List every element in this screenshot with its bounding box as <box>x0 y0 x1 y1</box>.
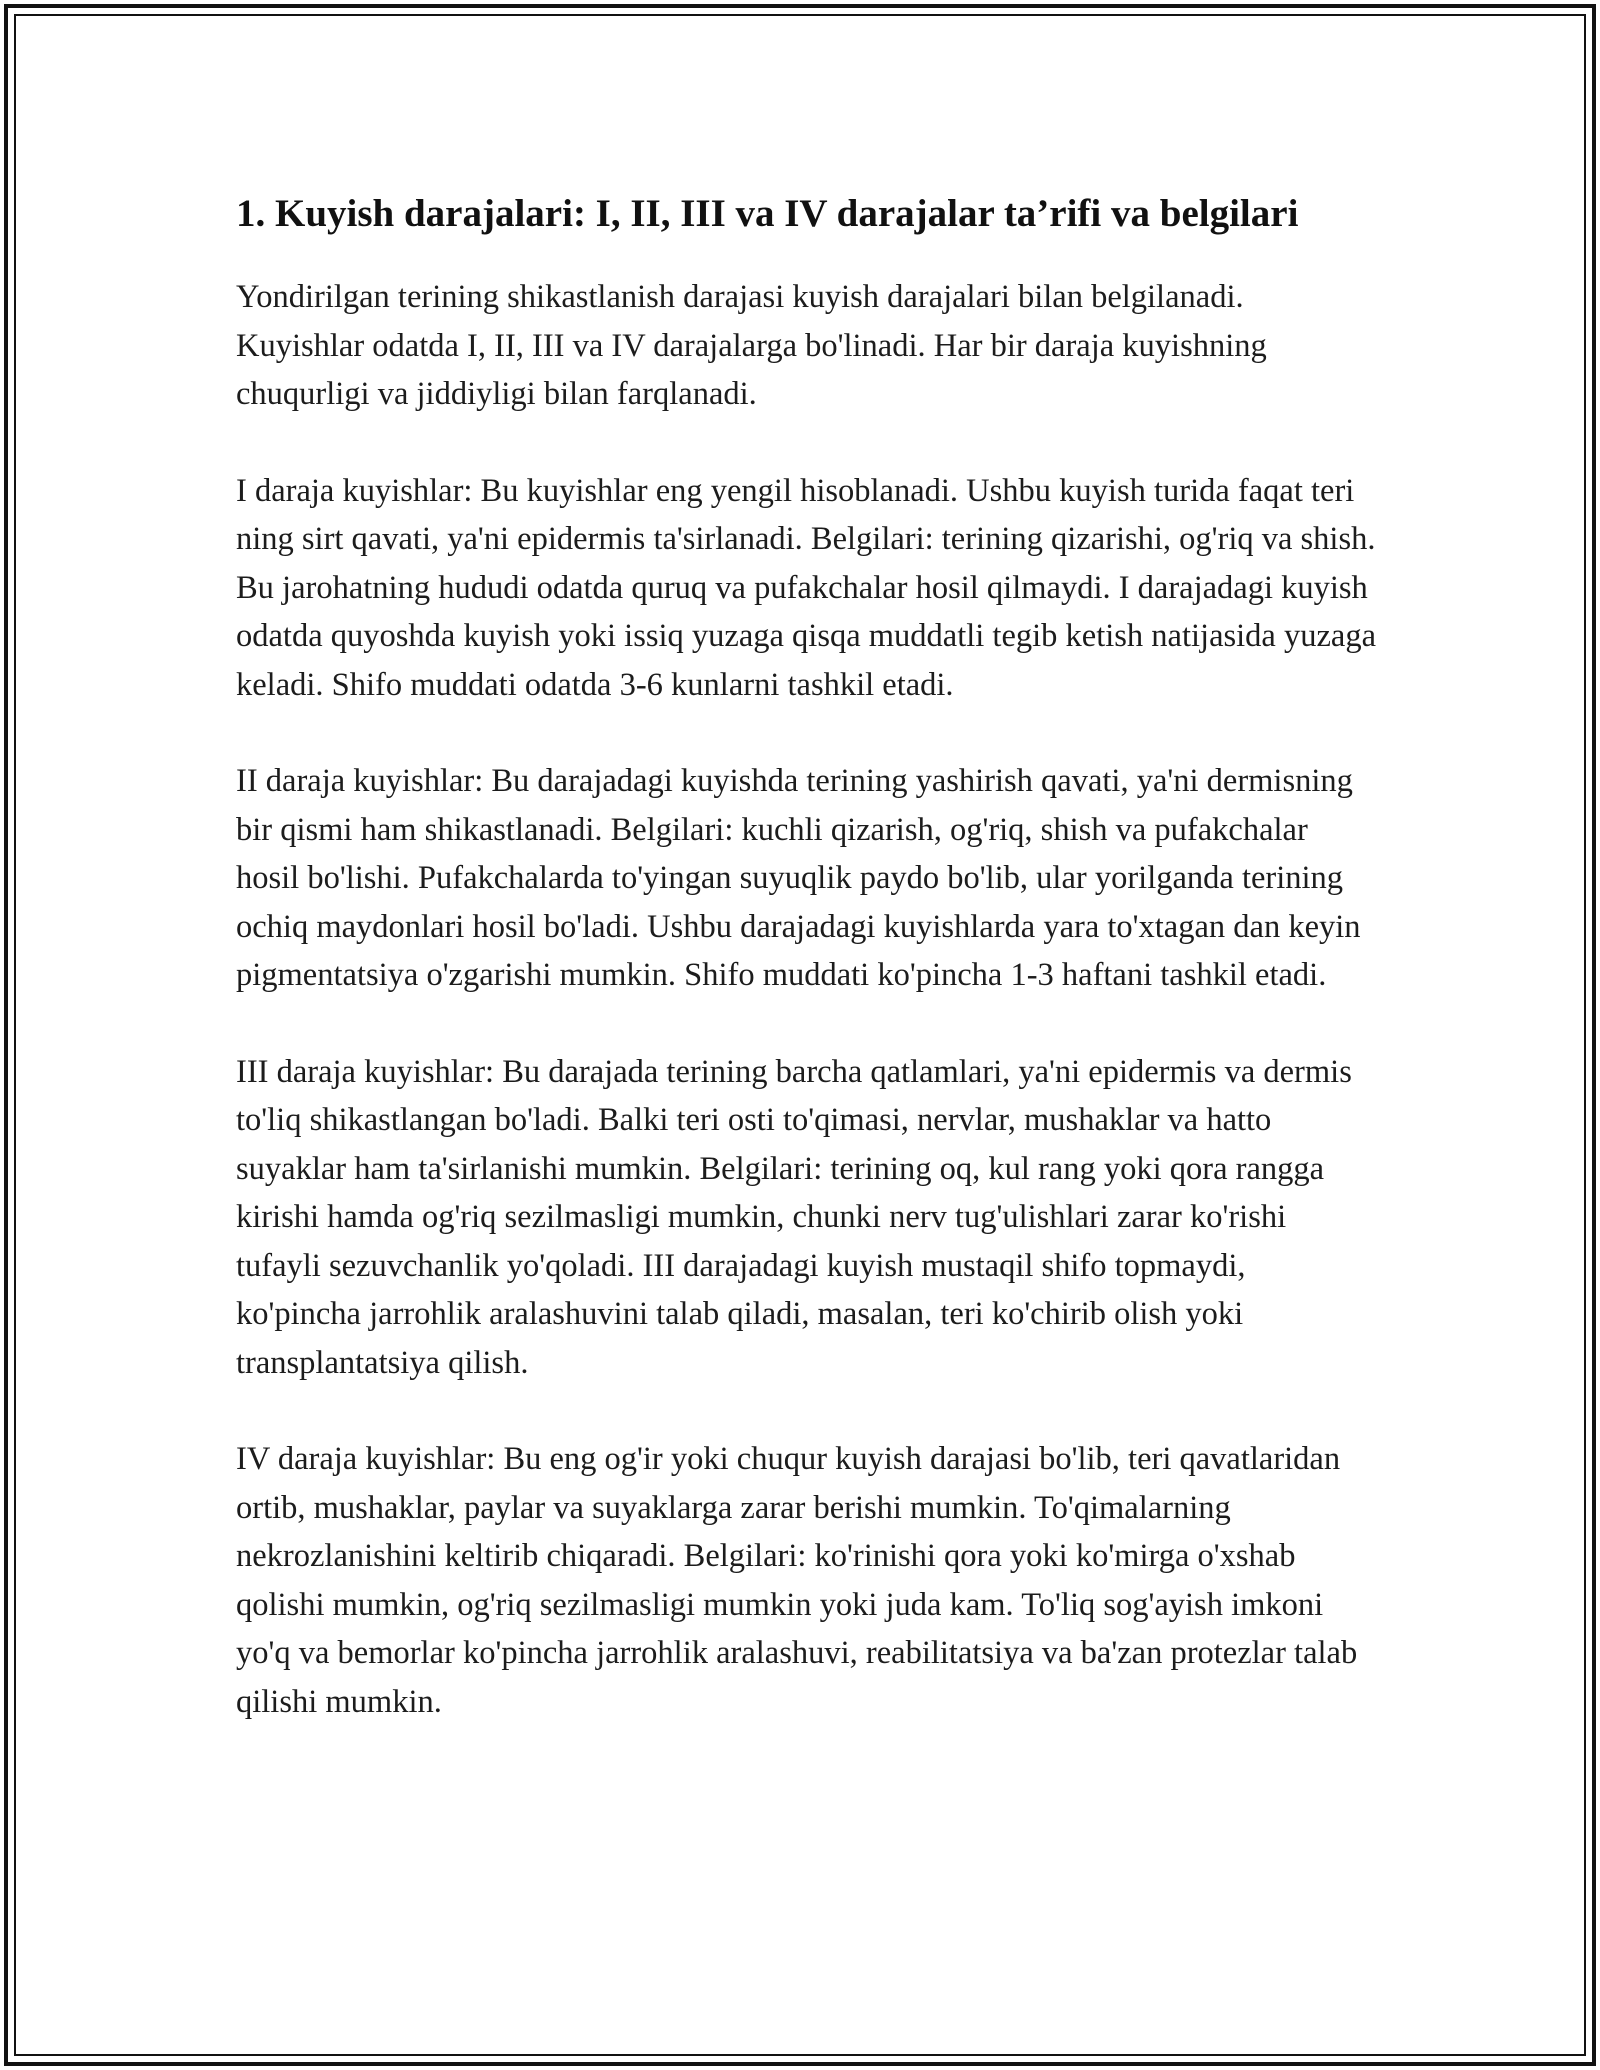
paragraph-intro: Yondirilgan terining shikastlanish darajasi kuyish darajalari bilan belgilanadi. Kuyishlar odatda I, II, III va IV darajalarga bo'linadi. Har bir daraja kuyishning chuqurligi va jiddiyligi bilan farqlanadi. <box>236 279 1267 412</box>
document-body <box>236 186 1376 1774</box>
section-heading: 1. Kuyish darajalari: I, II, III va IV darajalar ta’rifi va belgilari <box>236 192 1299 235</box>
paragraph-degree-1: I daraja kuyishlar: Bu kuyishlar eng yengil hisoblanadi. Ushbu kuyish turida faqat teri ning sirt qavati, ya'ni epidermis ta'sirlanadi. Belgilari: terining qizarishi, og'riq va shish. Bu jarohatning hududi odatda quruq va pufakchalar hosil qilmaydi. I darajadagi kuyish odatda quyoshda kuyish yoki issiq yuzaga qisqa muddatli tegib ketish natijasida yuzaga keladi. Shifo muddati odatda 3-6 kunlarni tashkil etadi. <box>236 472 1376 703</box>
paragraph-degree-4: IV daraja kuyishlar: Bu eng og'ir yoki chuqur kuyish darajasi bo'lib, teri qavatlaridan ortib, mushaklar, paylar va suyaklarga zarar berishi mumkin. To'qimalarning nekrozlanishini keltirib chiqaradi. Belgilari: ko'rinishi qora yoki ko'mirga o'xshab qolishi mumkin, og'riq sezilmasligi mumkin yoki juda kam. To'liq sog'ayish imkoni yo'q va bemorlar ko'pincha jarrohlik aralashuvi, reabilitatsiya va ba'zan protezlar talab qilishi mumkin. <box>236 1441 1358 1720</box>
paragraph-degree-2: II daraja kuyishlar: Bu darajadagi kuyishda terining yashirish qavati, ya'ni dermisning bir qismi ham shikastlanadi. Belgilari: kuchli qizarish, og'riq, shish va pufakchalar hosil bo'lishi. Pufakchalarda to'yingan suyuqlik paydo bo'lib, ular yorilganda terining ochiq maydonlari hosil bo'ladi. Ushbu darajadagi kuyishlarda yara to'xtagan dan keyin pigmentatsiya o'zgarishi mumkin. Shifo muddati ko'pincha 1-3 haftani tashkil etadi. <box>236 763 1361 993</box>
paragraph-degree-3: III daraja kuyishlar: Bu darajada terining barcha qatlamlari, ya'ni epidermis va dermis to'liq shikastlangan bo'ladi. Balki teri osti to'qimasi, nervlar, mushaklar va hatto suyaklar ham ta'sirlanishi mumkin. Belgilari: terining oq, kul rang yoki qora rangga kirishi hamda og'riq sezilmasligi mumkin, chunki nerv tug'ulishlari zarar ko'rishi tufayli sezuvchanlik yo'qoladi. III darajadagi kuyish mustaqil shifo topmaydi, ko'pincha jarrohlik aralashuvini talab qiladi, masalan, teri ko'chirib olish yoki transplantatsiya qilish. <box>236 1053 1352 1381</box>
